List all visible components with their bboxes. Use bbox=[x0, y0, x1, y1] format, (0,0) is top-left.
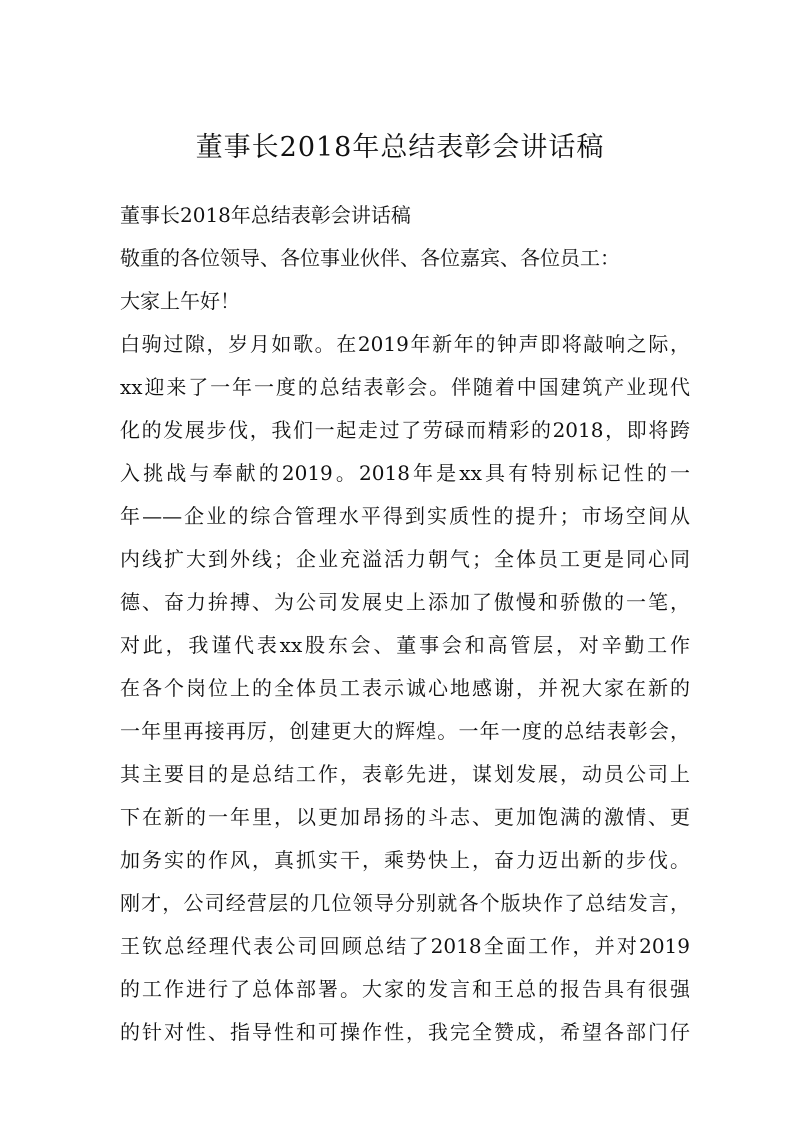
body-line: 刚才，公司经营层的几位领导分别就各个版块作了总结发言， bbox=[120, 891, 690, 915]
body-line: 在各个岗位上的全体员工表示诚心地感谢，并祝大家在新的 bbox=[120, 676, 690, 700]
body-line: 其主要目的是总结工作，表彰先进，谋划发展，动员公司上 bbox=[120, 762, 690, 786]
body-line: 对此，我谨代表xx股东会、董事会和高管层，对辛勤工作 bbox=[120, 633, 690, 657]
body-line: 的工作进行了总体部署。大家的发言和王总的报告具有很强 bbox=[120, 977, 690, 1001]
document-title: 董事长2018年总结表彰会讲话稿 bbox=[195, 132, 605, 163]
greeting-line: 敬重的各位领导、各位事业伙伴、各位嘉宾、各位员工： bbox=[120, 246, 620, 270]
subtitle-line: 董事长2018年总结表彰会讲话稿 bbox=[120, 203, 411, 227]
body-line: 的针对性、指导性和可操作性，我完全赞成，希望各部门仔 bbox=[120, 1020, 690, 1044]
body-line: 内线扩大到外线；企业充溢活力朝气；全体员工更是同心同 bbox=[120, 547, 690, 571]
body-line: 加务实的作风，真抓实干，乘势快上，奋力迈出新的步伐。 bbox=[120, 848, 690, 872]
body-line: 一年里再接再厉，创建更大的辉煌。一年一度的总结表彰会， bbox=[120, 719, 690, 743]
body-line: xx迎来了一年一度的总结表彰会。伴随着中国建筑产业现代 bbox=[120, 375, 690, 399]
body-line: 下在新的一年里，以更加昂扬的斗志、更加饱满的激情、更 bbox=[120, 805, 690, 829]
body-line: 年——企业的综合管理水平得到实质性的提升；市场空间从 bbox=[120, 504, 690, 528]
greeting-line-2: 大家上午好！ bbox=[120, 289, 240, 313]
body-line: 王钦总经理代表公司回顾总结了2018全面工作，并对2019 bbox=[120, 934, 690, 958]
body-line: 白驹过隙，岁月如歌。在2019年新年的钟声即将敲响之际， bbox=[120, 332, 690, 356]
body-line: 化的发展步伐，我们一起走过了劳碌而精彩的2018，即将跨 bbox=[120, 418, 690, 442]
body-line: 德、奋力拚搏、为公司发展史上添加了傲慢和骄傲的一笔， bbox=[120, 590, 690, 614]
body-line: 入挑战与奉献的2019。2018年是xx具有特别标记性的一 bbox=[120, 461, 690, 485]
